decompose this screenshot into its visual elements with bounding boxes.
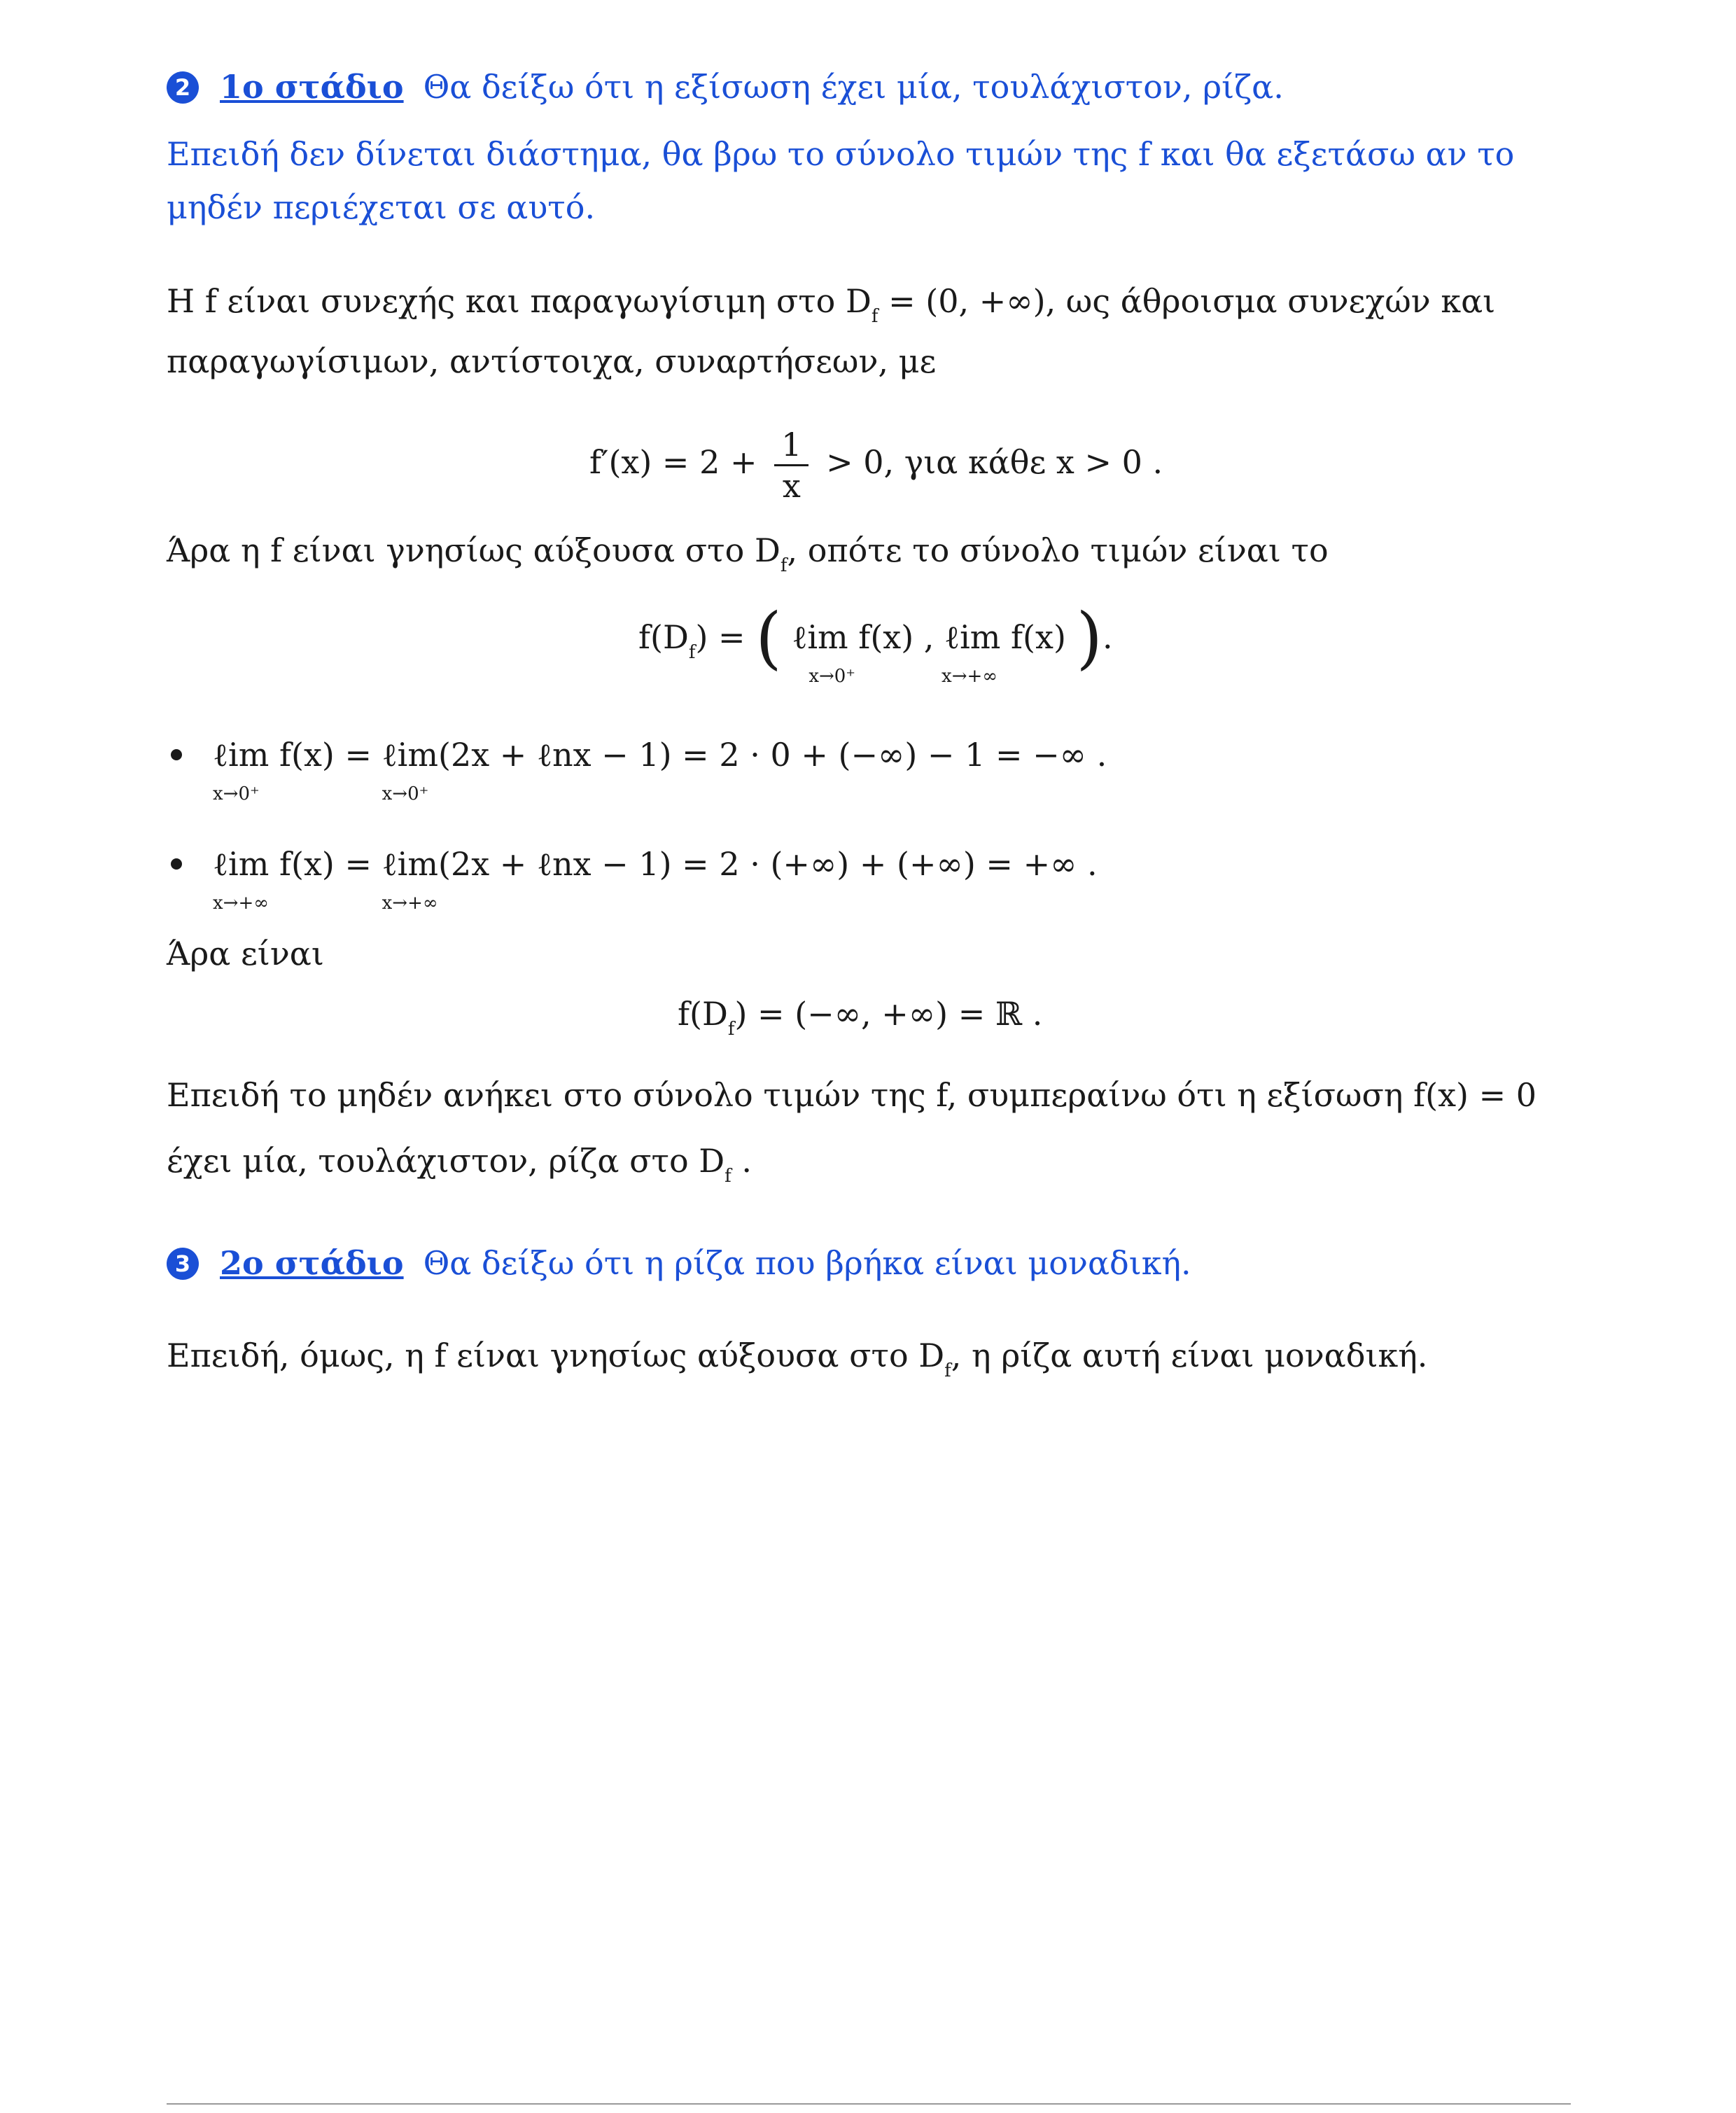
limit2-text-b: ℓim [382, 845, 439, 883]
close-paren: ) [1076, 599, 1102, 677]
range-result-lhs: f(D [678, 995, 728, 1033]
continuity-line1 [167, 280, 1495, 337]
range-lhs-close: ) = [695, 618, 746, 656]
stage2-label: 2ο στάδιο [220, 1244, 404, 1282]
uniqueness-line [167, 1334, 1427, 1392]
limit1-text-a: ℓim f(x) = [213, 736, 372, 774]
limit1-part-b [382, 734, 439, 804]
limit2-text-c: (2x + ℓnx − 1) = 2 · (+∞) + (+∞) = +∞ . [438, 845, 1098, 883]
limit1-subscript-b: x→0⁺ [382, 783, 429, 804]
derivative-lhs: f′(x) = 2 + [589, 443, 757, 481]
bullet-icon [171, 858, 182, 870]
fraction-denominator: x [782, 466, 801, 505]
conclusion-text-b: . [731, 1142, 752, 1180]
range-subscript: f [688, 642, 696, 663]
limit-at-zero [792, 616, 914, 687]
bullet-icon [171, 749, 182, 760]
conclusion-subscript: f [724, 1166, 732, 1187]
range-formula [638, 599, 1113, 687]
limit2-subscript-b: x→+∞ [382, 893, 438, 914]
stage1-goal: Θα δείξω ότι η εξίσωση έχει μία, τουλάχιστον, ρίζα. [423, 68, 1284, 106]
continuity-line2: παραγωγίσιμων, αντίστοιχα, συναρτήσεων, με [167, 342, 937, 380]
limit-at-infinity [941, 616, 1066, 687]
derivative-rhs: > 0, για κάθε x > 0 . [826, 443, 1163, 481]
range-comma: , [923, 618, 934, 656]
limit1-formula [213, 734, 1107, 804]
stage2-goal: Θα δείξω ότι η ρίζα που βρήκα είναι μοναδική. [423, 1244, 1191, 1282]
fraction-numerator: 1 [774, 425, 808, 466]
uniqueness-text-a: Επειδή, όμως, η f είναι γνησίως αύξουσα στο D [167, 1337, 945, 1374]
range-end: . [1102, 618, 1113, 656]
stage1-plan-line1: Επειδή δεν δίνεται διάστημα, θα βρω το σύνολο τιμών της f και θα εξετάσω αν το [167, 135, 1515, 173]
range-result-formula [678, 993, 1042, 1050]
conclusion-line2 [167, 1140, 752, 1197]
stage2-marker-icon: 3 [167, 1248, 199, 1280]
continuity-text-a: Η f είναι συνεχής και παραγωγίσιμη στο D [167, 282, 872, 320]
monotonic-text-a: Άρα η f είναι γνησίως αύξουσα στο D [167, 531, 780, 569]
open-paren: ( [755, 599, 782, 677]
limit-subscript: x→+∞ [941, 666, 997, 687]
therefore-line: Άρα είναι [167, 935, 324, 972]
limit2-part-b [382, 843, 439, 914]
continuity-subscript: f [871, 306, 878, 327]
stage1-marker-icon: 2 [167, 71, 199, 104]
limit-expr: ℓim f(x) [944, 618, 1066, 656]
stage1-heading [167, 66, 1284, 108]
limit-subscript: x→0⁺ [808, 666, 856, 687]
limit2-subscript-a: x→+∞ [213, 893, 269, 914]
derivative-formula [589, 420, 1163, 505]
stage1-label: 1ο στάδιο [220, 68, 404, 106]
limit-expr: ℓim f(x) [792, 618, 914, 656]
derivative-fraction [774, 425, 808, 505]
limit1-text-c: (2x + ℓnx − 1) = 2 · 0 + (−∞) − 1 = −∞ . [438, 736, 1107, 774]
conclusion-text-a: έχει μία, τουλάχιστον, ρίζα στο D [167, 1142, 725, 1180]
continuity-text-b: = (0, +∞), ως άθροισμα συνεχών και [878, 282, 1496, 320]
limit1-text-b: ℓim [382, 736, 439, 774]
monotonic-text-b: , οπότε το σύνολο τιμών είναι το [787, 531, 1329, 569]
monotonic-subscript: f [780, 555, 788, 576]
range-lhs: f(D [638, 618, 689, 656]
limit2-part-a [213, 843, 372, 914]
limit2-text-a: ℓim f(x) = [213, 845, 372, 883]
limit1-part-a [213, 734, 372, 804]
uniqueness-subscript: f [944, 1360, 951, 1381]
footer-divider [167, 2103, 1571, 2105]
limit1-subscript-a: x→0⁺ [213, 783, 260, 804]
limit2-formula [213, 843, 1098, 914]
conclusion-line1: Επειδή το μηδέν ανήκει στο σύνολο τιμών της f, συμπεραίνω ότι η εξίσωση f(x) = 0 [167, 1076, 1537, 1114]
range-result-rest: ) = (−∞, +∞) = ℝ . [734, 995, 1043, 1033]
stage2-heading [167, 1242, 1191, 1284]
monotonic-line [167, 529, 1329, 587]
stage1-plan-line2: μηδέν περιέχεται σε αυτό. [167, 188, 596, 226]
range-result-subscript: f [727, 1019, 735, 1040]
uniqueness-text-b: , η ρίζα αυτή είναι μοναδική. [951, 1337, 1428, 1374]
